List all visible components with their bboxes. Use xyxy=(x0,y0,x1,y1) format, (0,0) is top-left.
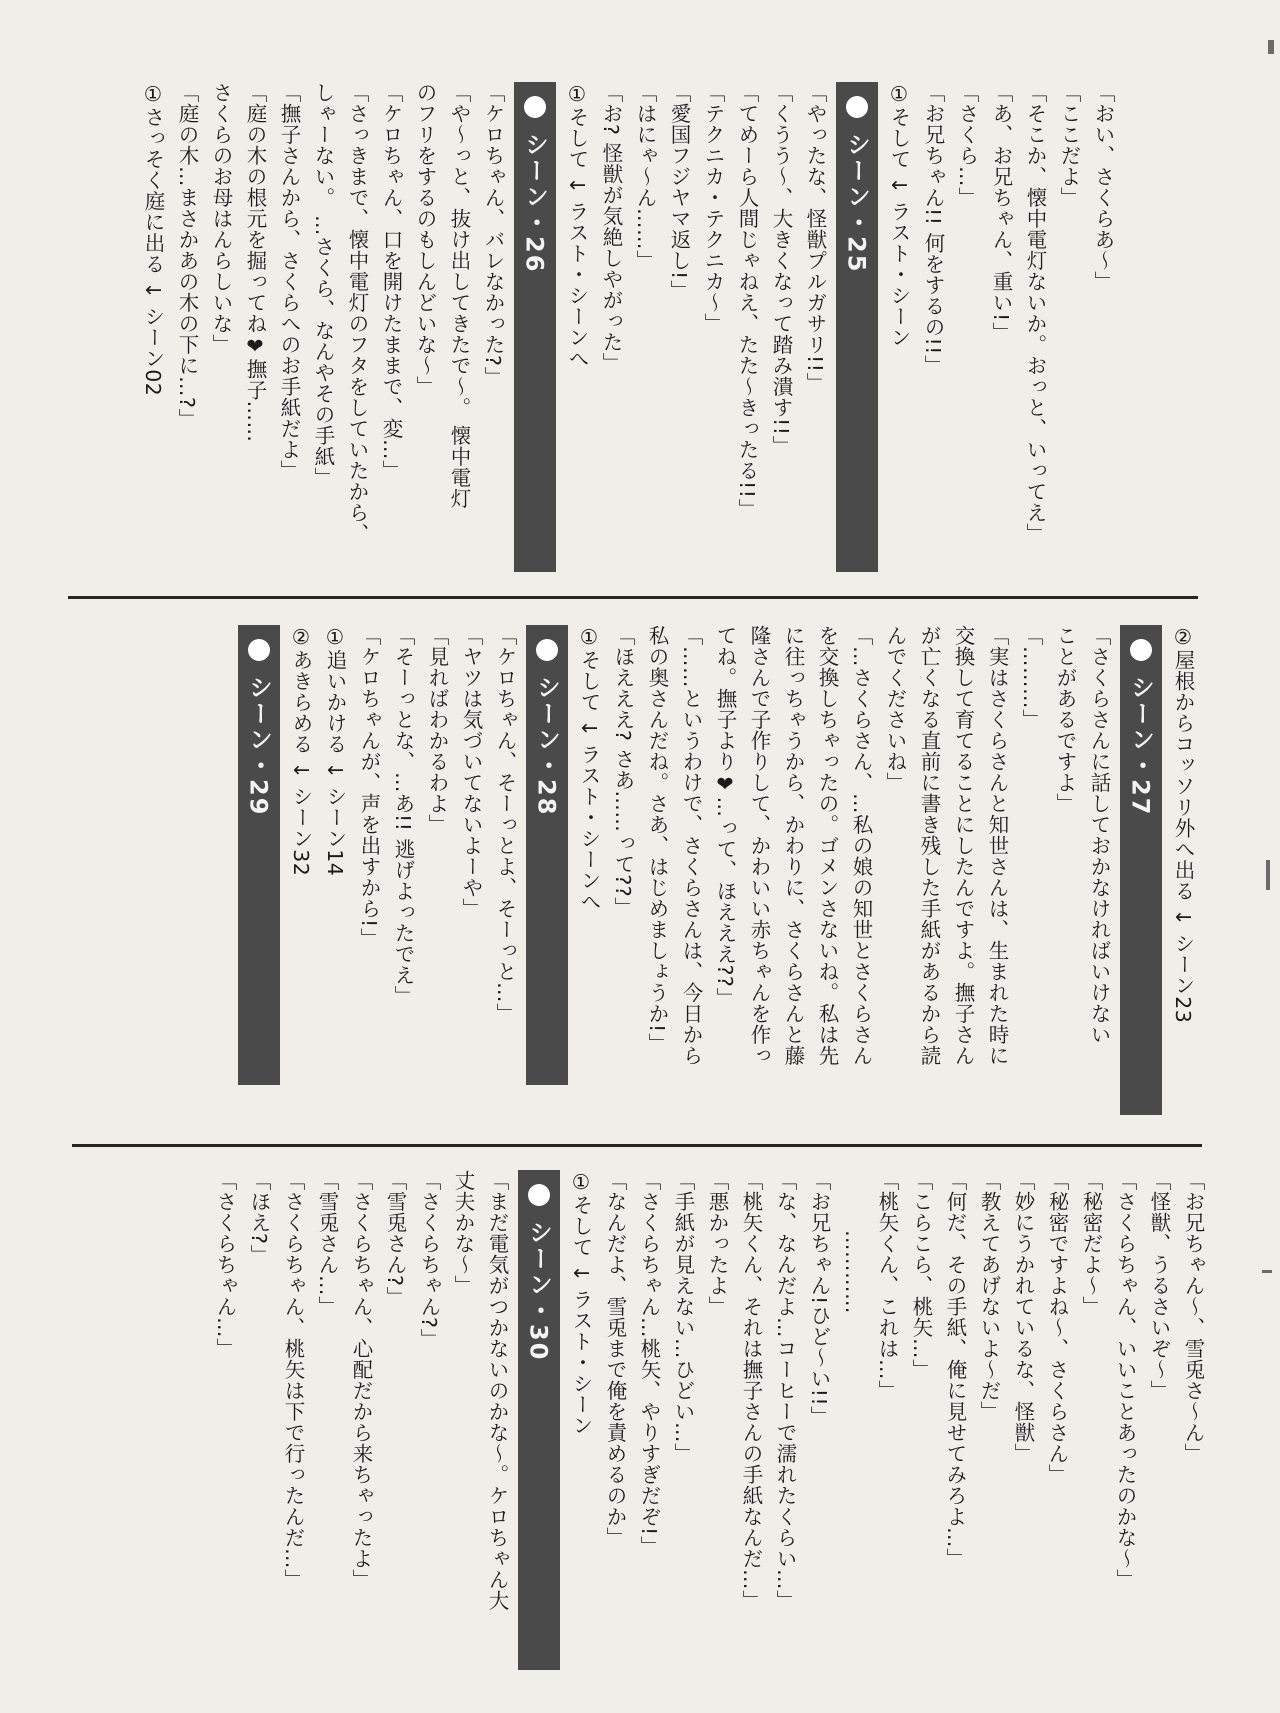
choice-line: ①そして ↓ ラスト・シーンへ xyxy=(565,82,589,370)
dialogue-line: 「撫子さんから、さくらへのお手紙だよ」 xyxy=(277,82,301,481)
dialogue-line: 「そーっとな、…あ!! 逃げよったでえ」 xyxy=(391,625,415,1007)
scene-heading-label: シーン・27 xyxy=(1126,675,1155,817)
dialogue-line: 「教えてあげないよ〜だ」 xyxy=(977,1170,1001,1422)
dialogue-line: んでくださいね」 xyxy=(883,625,907,793)
dialogue-line: 「そこか、懐中電灯ないか。おっと、いってえ」 xyxy=(1023,82,1047,544)
dialogue-line: 「ケロちゃん、口を開けたままで、変…」 xyxy=(379,82,403,481)
dialogue-line: 「やったな、怪獣プルガサリ!!」 xyxy=(803,82,827,394)
choice-line: ①そして ↓ ラスト・シーン xyxy=(887,82,911,349)
scan-edge-mark xyxy=(1268,40,1274,54)
dialogue-line: さくらのお母はんらしいな」 xyxy=(209,82,233,355)
scene-heading xyxy=(1120,625,1162,1115)
dialogue-line: 「さくらちゃん、いいことあったのかな〜」 xyxy=(1113,1170,1137,1590)
dialogue-line: 「さくら…」 xyxy=(955,82,979,208)
scene-heading xyxy=(518,1170,560,1670)
bullet-circle-icon xyxy=(524,96,546,118)
section-divider xyxy=(72,1144,1202,1147)
dialogue-line: に往っちゃうから、かわりに、さくらさんと藤 xyxy=(781,625,805,1066)
dialogue-line: 「悪かったよ」 xyxy=(705,1170,729,1317)
scene-heading-label: シーン・29 xyxy=(244,675,273,817)
dialogue-line: 「お兄ちゃん〜、雪兎さ〜ん」 xyxy=(1181,1170,1205,1464)
dialogue-line: 「桃矢くん、これは…」 xyxy=(875,1170,899,1401)
choice-line: ①そして ↓ ラスト・シーンへ xyxy=(577,625,601,913)
dialogue-line: 「さくらちゃん?」 xyxy=(417,1170,441,1350)
scene-heading-label: シーン・26 xyxy=(520,132,549,274)
dialogue-line: 「実はさくらさんと知世さんは、生まれた時に xyxy=(985,625,1009,1066)
scan-edge-mark xyxy=(1262,1270,1272,1273)
dialogue-line: 「ヤツは気づいてないよーや」 xyxy=(459,625,483,919)
dialogue-line: 「まだ電気がつかないのかな〜。ケロちゃん大 xyxy=(485,1170,509,1611)
dialogue-line: ことがあるですよ」 xyxy=(1053,625,1077,814)
scene-heading xyxy=(238,625,280,1085)
dialogue-line: 「愛国フジヤマ返し!」 xyxy=(667,82,691,301)
dialogue-line: 「ケロちゃん、バレなかった?」 xyxy=(481,82,505,388)
dialogue-line: 「ここだよ」 xyxy=(1057,82,1081,208)
scene-heading xyxy=(514,82,556,572)
scene-heading xyxy=(836,82,878,572)
dialogue-line: のフリをするのもしんどいな〜」 xyxy=(413,82,437,397)
bottom-section xyxy=(70,1170,1210,1690)
dialogue-line: 丈夫かな〜」 xyxy=(451,1170,475,1296)
dialogue-line: 「お兄ちゃん!! 何をするの!!」 xyxy=(921,82,945,376)
scene-heading-label: シーン・28 xyxy=(532,675,561,817)
dialogue-line: てね。撫子より❤…って、ほえええ??」 xyxy=(713,625,737,1009)
dialogue-line: 「てめーら人間じゃねえ、たた〜きったる!!」 xyxy=(735,82,759,520)
bullet-circle-icon xyxy=(528,1184,550,1206)
dialogue-line: 「秘密ですよね〜、さくらさん」 xyxy=(1045,1170,1069,1485)
scene-heading xyxy=(526,625,568,1085)
dialogue-line: が亡くなる直前に書き残した手紙があるから読 xyxy=(917,625,941,1066)
dialogue-line: 「ほえええ? さあ……って??」 xyxy=(611,625,635,919)
choice-line: ②屋根からコッソリ外へ出る ↓ シーン23 xyxy=(1171,625,1195,1024)
scene-heading-label: シーン・25 xyxy=(842,132,871,274)
bullet-circle-icon xyxy=(1130,639,1152,661)
dialogue-line: 「雪兎さん…」 xyxy=(315,1170,339,1317)
dialogue-line: 「雪兎さん?」 xyxy=(383,1170,407,1308)
dialogue-line: 「桃矢くん、それは撫子さんの手紙なんだ…」 xyxy=(739,1170,763,1611)
dialogue-line: 「ケロちゃん、そーっとよ、そーっと…」 xyxy=(493,625,517,1024)
choice-line: ①さっそく庭に出る ↓ シーン02 xyxy=(141,82,165,397)
dialogue-line: 「さくらちゃん…桃矢、やりすぎだぞ!」 xyxy=(637,1170,661,1557)
dialogue-line: 「さくらちゃん、桃矢は下で行ったんだ…」 xyxy=(281,1170,305,1590)
dialogue-line: 「見ればわかるわよ」 xyxy=(425,625,449,835)
dialogue-line: 「怪獣、うるさいぞ〜」 xyxy=(1147,1170,1171,1401)
dialogue-line: 私の奥さんだね。さあ、はじめましょうか!」 xyxy=(645,625,669,1054)
dialogue-line: 「こらこら、桃矢…」 xyxy=(909,1170,933,1380)
dialogue-line: 「くうう〜、大きくなって踏み潰す!!」 xyxy=(769,82,793,457)
dialogue-line: 「妙にうかれているな、怪獣」 xyxy=(1011,1170,1035,1464)
bullet-circle-icon xyxy=(846,96,868,118)
top-section xyxy=(70,82,1120,602)
bullet-circle-icon xyxy=(536,639,558,661)
dialogue-line: ………… xyxy=(841,1230,865,1314)
dialogue-line: 「あ、お兄ちゃん、重い!」 xyxy=(989,82,1013,343)
dialogue-line: 「お? 怪獣が気絶しやがった」 xyxy=(599,82,623,374)
dialogue-line: 「おい、さくらあ〜」 xyxy=(1091,82,1115,292)
dialogue-line: 「お兄ちゃん!ひど〜い!!」 xyxy=(807,1170,831,1428)
dialogue-line: 交換して育てることにしたんですよ。撫子さん xyxy=(951,625,975,1066)
dialogue-line: 「さっきまで、懐中電灯のフタをしていたから、 xyxy=(345,82,369,544)
choice-line: ②あきらめる ↓ シーン32 xyxy=(289,625,313,877)
scene-heading-label: シーン・30 xyxy=(524,1220,553,1362)
dialogue-line: 「……というわけで、さくらさんは、今日から xyxy=(679,625,703,1066)
dialogue-line: 「手紙が見えない…ひどい…」 xyxy=(671,1170,695,1464)
dialogue-line: 「ほえ?」 xyxy=(247,1170,271,1266)
bullet-circle-icon xyxy=(248,639,270,661)
dialogue-line: 「ケロちゃんが、声を出すから!」 xyxy=(357,625,381,949)
dialogue-line: 「…さくらさん、…私の娘の知世とさくらさん xyxy=(849,625,873,1066)
scan-edge-mark xyxy=(1266,860,1270,890)
dialogue-line: を交換しちゃったの。ゴメンさないね。私は先 xyxy=(815,625,839,1066)
dialogue-line: 「………」 xyxy=(1019,625,1043,730)
choice-line: ①そして ↓ ラスト・シーン xyxy=(569,1170,593,1437)
choice-line: ①追いかける ↓ シーン14 xyxy=(323,625,347,877)
middle-section xyxy=(70,625,1200,1120)
dialogue-line: 「庭の木の根元を掘ってね❤撫子…… xyxy=(243,82,267,443)
dialogue-line: 「なんだよ、雪兎まで俺を責めるのか」 xyxy=(603,1170,627,1548)
dialogue-line: しゃーない。 …さくら、なんやその手紙」 xyxy=(311,82,335,489)
section-divider xyxy=(68,596,1198,599)
dialogue-line: 「庭の木…まさかあの木の下に…?」 xyxy=(175,82,199,430)
dialogue-line: 「テクニカ・テクニカ〜」 xyxy=(701,82,725,334)
dialogue-line: 「秘密だよ〜」 xyxy=(1079,1170,1103,1317)
dialogue-line: 「何だ、その手紙、俺に見せてみろよ…」 xyxy=(943,1170,967,1569)
dialogue-line: 「な、なんだよ…コーヒーで濡れたくらい…」 xyxy=(773,1170,797,1611)
dialogue-line: 「さくらちゃん…」 xyxy=(213,1170,237,1359)
dialogue-line: 「はにゃ〜ん……」 xyxy=(633,82,657,271)
dialogue-line: 「さくらさんに話しておかなければいけない xyxy=(1087,625,1111,1045)
dialogue-line: 「や〜っと、抜け出してきたで〜。 懐中電灯 xyxy=(447,82,471,510)
dialogue-line: 「さくらちゃん、心配だから来ちゃったよ」 xyxy=(349,1170,373,1590)
dialogue-line: 隆さんで子作りして、かわいい赤ちゃんを作っ xyxy=(747,625,771,1066)
